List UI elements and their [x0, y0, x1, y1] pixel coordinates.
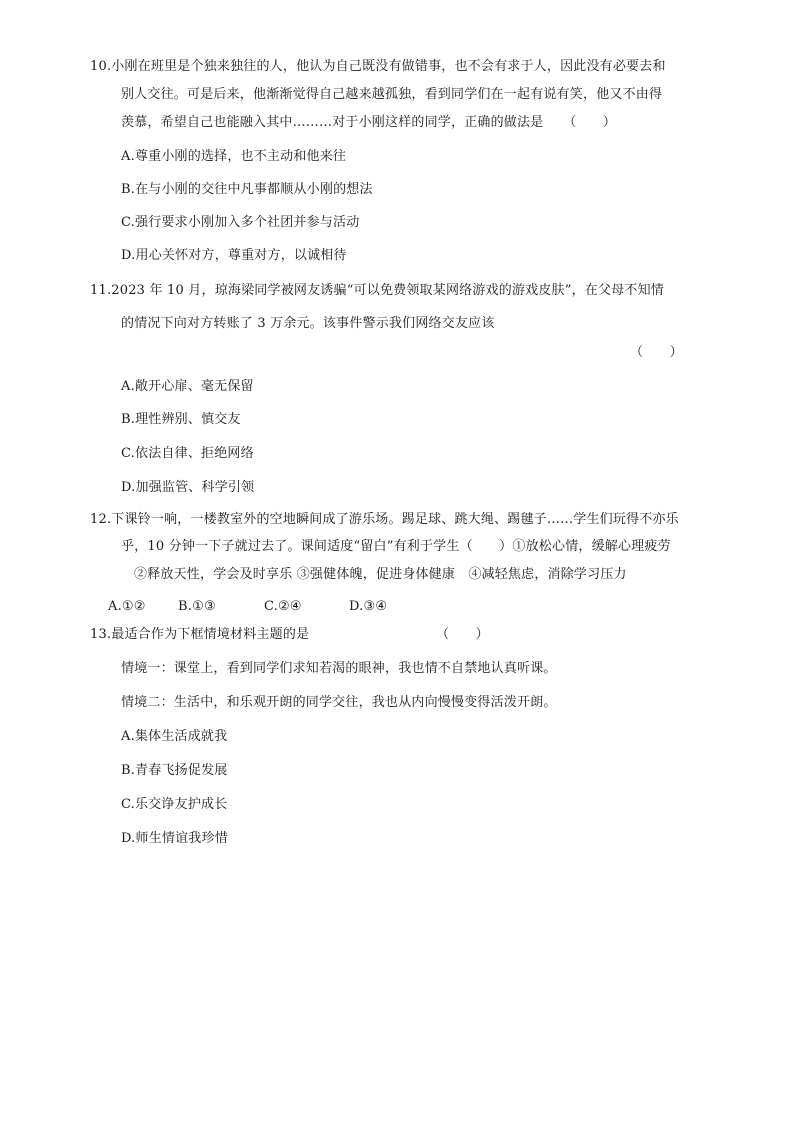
question-11-option-d[interactable]: D.加强监管、科学引领 — [121, 480, 255, 495]
question-13-option-b[interactable]: B.青春飞扬促发展 — [121, 763, 228, 778]
question-13-option-c[interactable]: C.乐交诤友护成长 — [121, 797, 228, 812]
question-11-answer-blank: （ ） — [630, 345, 683, 360]
question-13-scenario-1: 情境一：课堂上，看到同学们求知若渴的眼神，我也情不自禁地认真听课。 — [121, 661, 557, 676]
question-11-option-b[interactable]: B.理性辨别、慎交友 — [121, 412, 241, 427]
question-12-stem-line-2: 乎，10 分钟一下子就过去了。课间适度“留白”有利于学生（ ）①放松心情，缓解心理疲劳 — [121, 539, 671, 554]
question-13-stem-line-1: 13.最适合作为下框情境材料主题的是 — [90, 627, 310, 642]
question-12-option-c[interactable]: C.②④ — [264, 599, 302, 614]
question-13-option-d[interactable]: D.师生情谊我珍惜 — [121, 831, 228, 846]
question-12-option-b[interactable]: B.①③ — [178, 599, 216, 614]
question-10-option-d[interactable]: D.用心关怀对方，尊重对方，以诚相待 — [121, 248, 347, 263]
question-12-stem-line-1: 12.下课铃一响，一楼教室外的空地瞬间成了游乐场。踢足球、跳大绳、踢毽子……学生们玩得不亦乐 — [90, 512, 679, 527]
question-10-stem-line-3: 羡慕，希望自己也能融入其中………对于小刚这样的同学，正确的做法是 （ ） — [121, 115, 617, 130]
question-12-option-a[interactable]: A.①② — [108, 599, 146, 614]
question-12-stem-line-3: ②释放天性，学会及时享乐 ③强健体魄，促进身体健康 ④减轻焦虑，消除学习压力 — [134, 567, 627, 582]
question-11-option-a[interactable]: A.敞开心扉、毫无保留 — [121, 379, 254, 394]
question-10-stem-line-1: 10.小刚在班里是个独来独往的人，他认为自己既没有做错事，也不会有求于人，因此没有必要去和 — [90, 59, 666, 74]
question-10-option-a[interactable]: A.尊重小刚的选择，也不主动和他来往 — [121, 149, 347, 164]
question-12-options-row — [108, 598, 387, 616]
question-11-stem-line-2: 的情况下向对方转账了 3 万余元。该事件警示我们网络交友应该 — [121, 316, 495, 331]
question-11-option-c[interactable]: C.依法自律、拒绝网络 — [121, 446, 254, 461]
question-10-stem-line-2: 别人交往。可是后来，他渐渐觉得自己越来越孤独，看到同学们在一起有说有笑，他又不由得 — [121, 87, 663, 102]
question-10-option-c[interactable]: C.强行要求小刚加入多个社团并参与活动 — [121, 215, 360, 230]
question-13-answer-blank: （ ） — [436, 627, 489, 642]
question-12-option-d[interactable]: D.③④ — [349, 599, 388, 614]
question-11-stem-line-1: 11.2023 年 10 月，琼海梁同学被网友诱骗“可以免费领取某网络游戏的游戏皮肤”，在父母不知情 — [90, 283, 664, 298]
question-13-scenario-2: 情境二：生活中，和乐观开朗的同学交往，我也从内向慢慢变得活泼开朗。 — [121, 695, 557, 710]
question-13-option-a[interactable]: A.集体生活成就我 — [121, 729, 228, 744]
question-10-option-b[interactable]: B.在与小刚的交往中凡事都顺从小刚的想法 — [121, 182, 373, 197]
